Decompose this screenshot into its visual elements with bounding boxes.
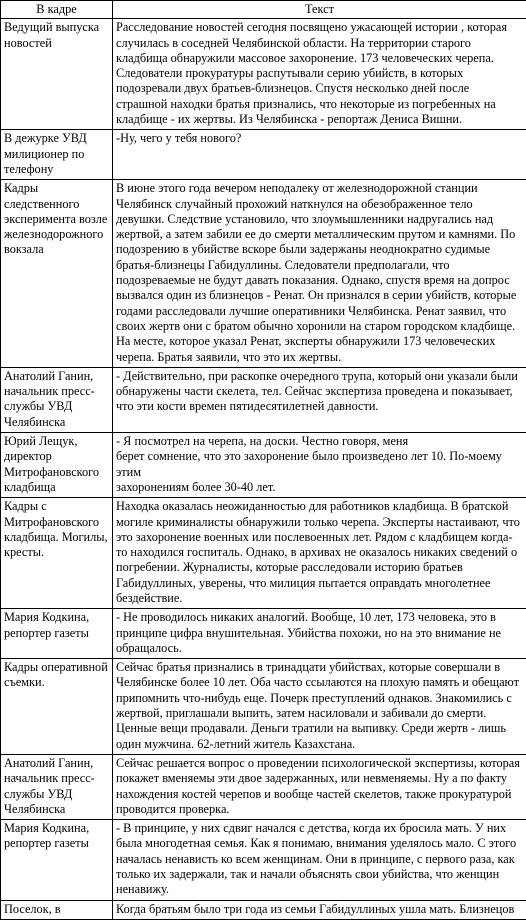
table-row bbox=[1, 820, 526, 900]
text-cell: Находка оказалась неожиданностью для работников кладбища. В братской могиле криминалисты обнаружили только черепа. Эксперты настаивают, что это захоронение военных или послевоенных лет. Рядом с кладбищем когда-то находился госпиталь. Однако, в архивах не оказалось никаких сведений о погребении. Журналисты, которые расследовали историю братьев Габидуллиных, уверены, что милиция пытается оправдать многолетнее бездействие. bbox=[113, 498, 526, 609]
table-row bbox=[1, 609, 526, 659]
text-cell: Сейчас братья признались в тринадцати убийствах, которые совершали в Челябинске более 10 лет. Оба часто ссылаются на плохую память и обещают припомнить что-нибудь еще. Почерк преступлений однаков. Знакомились с жертвой, приглашали выпить, затем насиловали и забивали до смерти. Ценные вещи продавали. Деньги тратили на выпивку. Среди жертв - лишь один мужчина. 62-летний житель Казахстана. bbox=[113, 659, 526, 755]
text-cell: - Не проводилось никаких аналогий. Вообще, 10 лет, 173 человека, это в принципе цифра внушительная. Убийства похожи, но на это внимание не обращалось. bbox=[113, 609, 526, 659]
in-frame-cell: Анатолий Ганин, начальник пресс-службы УВД Челябинска bbox=[1, 754, 113, 819]
table-row bbox=[1, 19, 526, 130]
table-row bbox=[1, 130, 526, 180]
table-row bbox=[1, 180, 526, 368]
header-text: Текст bbox=[113, 1, 526, 19]
in-frame-cell: Мария Кодкина, репортер газеты bbox=[1, 820, 113, 900]
header-in-frame: В кадре bbox=[1, 1, 113, 19]
text-cell: -Ну, чего у тебя нового? bbox=[113, 130, 526, 180]
table-row bbox=[1, 498, 526, 609]
in-frame-cell: Кадры с Митрофановского кладбища. Могилы, кресты. bbox=[1, 498, 113, 609]
text-cell: Сейчас решается вопрос о проведении психологической экспертизы, которая покажет вменяемы эти двое задержанных, или невменяемы. Ну а по факту нахождения костей черепов и вообще частей скелетов, также прокуратурой проводится проверка. bbox=[113, 754, 526, 819]
in-frame-cell: Анатолий Ганин, начальник пресс-службы УВД Челябинска bbox=[1, 367, 113, 432]
in-frame-cell: Мария Кодкина, репортер газеты bbox=[1, 609, 113, 659]
in-frame-cell: Юрий Лещук, директор Митрофановского кладбища bbox=[1, 433, 113, 498]
in-frame-cell: В дежурке УВД милиционер по телефону bbox=[1, 130, 113, 180]
table-row bbox=[1, 900, 526, 919]
text-cell: В июне этого года вечером неподалеку от железнодорожной станции Челябинск случайный прохожий наткнулся на обезображенное тело девушки. Следствие установило, что злоумышленники надругались над жертвой, а затем забили ее до смерти металлическим прутом и камнями. По подозрению в убийстве вскоре были задержаны неоднократно судимые братья-близнецы Габидуллины. Следователи предполагали, что подозреваемые не будут давать показания. Однако, спустя время на допрос вызвался один из близнецов - Ренат. Он признался в серии убийств, которые годами расследовали лучшие оперативники Челябинска. Ренат заявил, что своих жертв они с братом обычно хоронили на старом городском кладбище. На месте, которое указал Ренат, эксперты обнаружили 173 человеческих черепа. Братья заявили, что это их жертвы. bbox=[113, 180, 526, 368]
text-cell: - В принципе, у них сдвиг начался с детства, когда их бросила мать. У них была многодетная семья. Как я понимаю, внимания уделялось мало. С этого началась ненависть ко всем женщинам. Они в принципе, с первого раза, как только их задержали, так и начали объяснять свои убийства, что женщин ненавижу. bbox=[113, 820, 526, 900]
in-frame-cell: Кадры оперативной съемки. bbox=[1, 659, 113, 755]
text-cell: Расследование новостей сегодня посвящено ужасающей истории , которая случилась в соседней Челябинской области. На территории старого кладбища обнаружили массовое захоронение. 173 человеческих черепа. Следователи прокуратуры распутывали серию убийств, в которых подозревали двух братьев-близнецов. Спустя несколько дней после страшной находки братья признались, что некоторые из погребенных на кладбище - их жертвы. Из Челябинска - репортаж Дениса Вишни. bbox=[113, 19, 526, 130]
table-row bbox=[1, 659, 526, 755]
table-row bbox=[1, 754, 526, 819]
in-frame-cell: Ведущий выпуска новостей bbox=[1, 19, 113, 130]
table-row bbox=[1, 367, 526, 432]
in-frame-cell: Кадры следственного эксперимента возле железнодорожного вокзала bbox=[1, 180, 113, 368]
table-header-row bbox=[1, 1, 526, 19]
text-cell: - Я посмотрел на черепа, на доски. Честно говоря, меня берет сомнение, что это захоронение было произведено лет 10. По-моему этим захоронениям более 30-40 лет. bbox=[113, 433, 526, 498]
text-cell: Когда братьям было три года из семьи Габидуллиных ушла мать. Близнецов bbox=[113, 900, 526, 919]
in-frame-cell: Поселок, в bbox=[1, 900, 113, 919]
text-cell: - Действительно, при раскопке очередного трупа, который они указали были обнаружены части скелета, тел. Сейчас экспертиза проведена и показывает, что эти кости времен пятидесятилетней давности. bbox=[113, 367, 526, 432]
table-row bbox=[1, 433, 526, 498]
